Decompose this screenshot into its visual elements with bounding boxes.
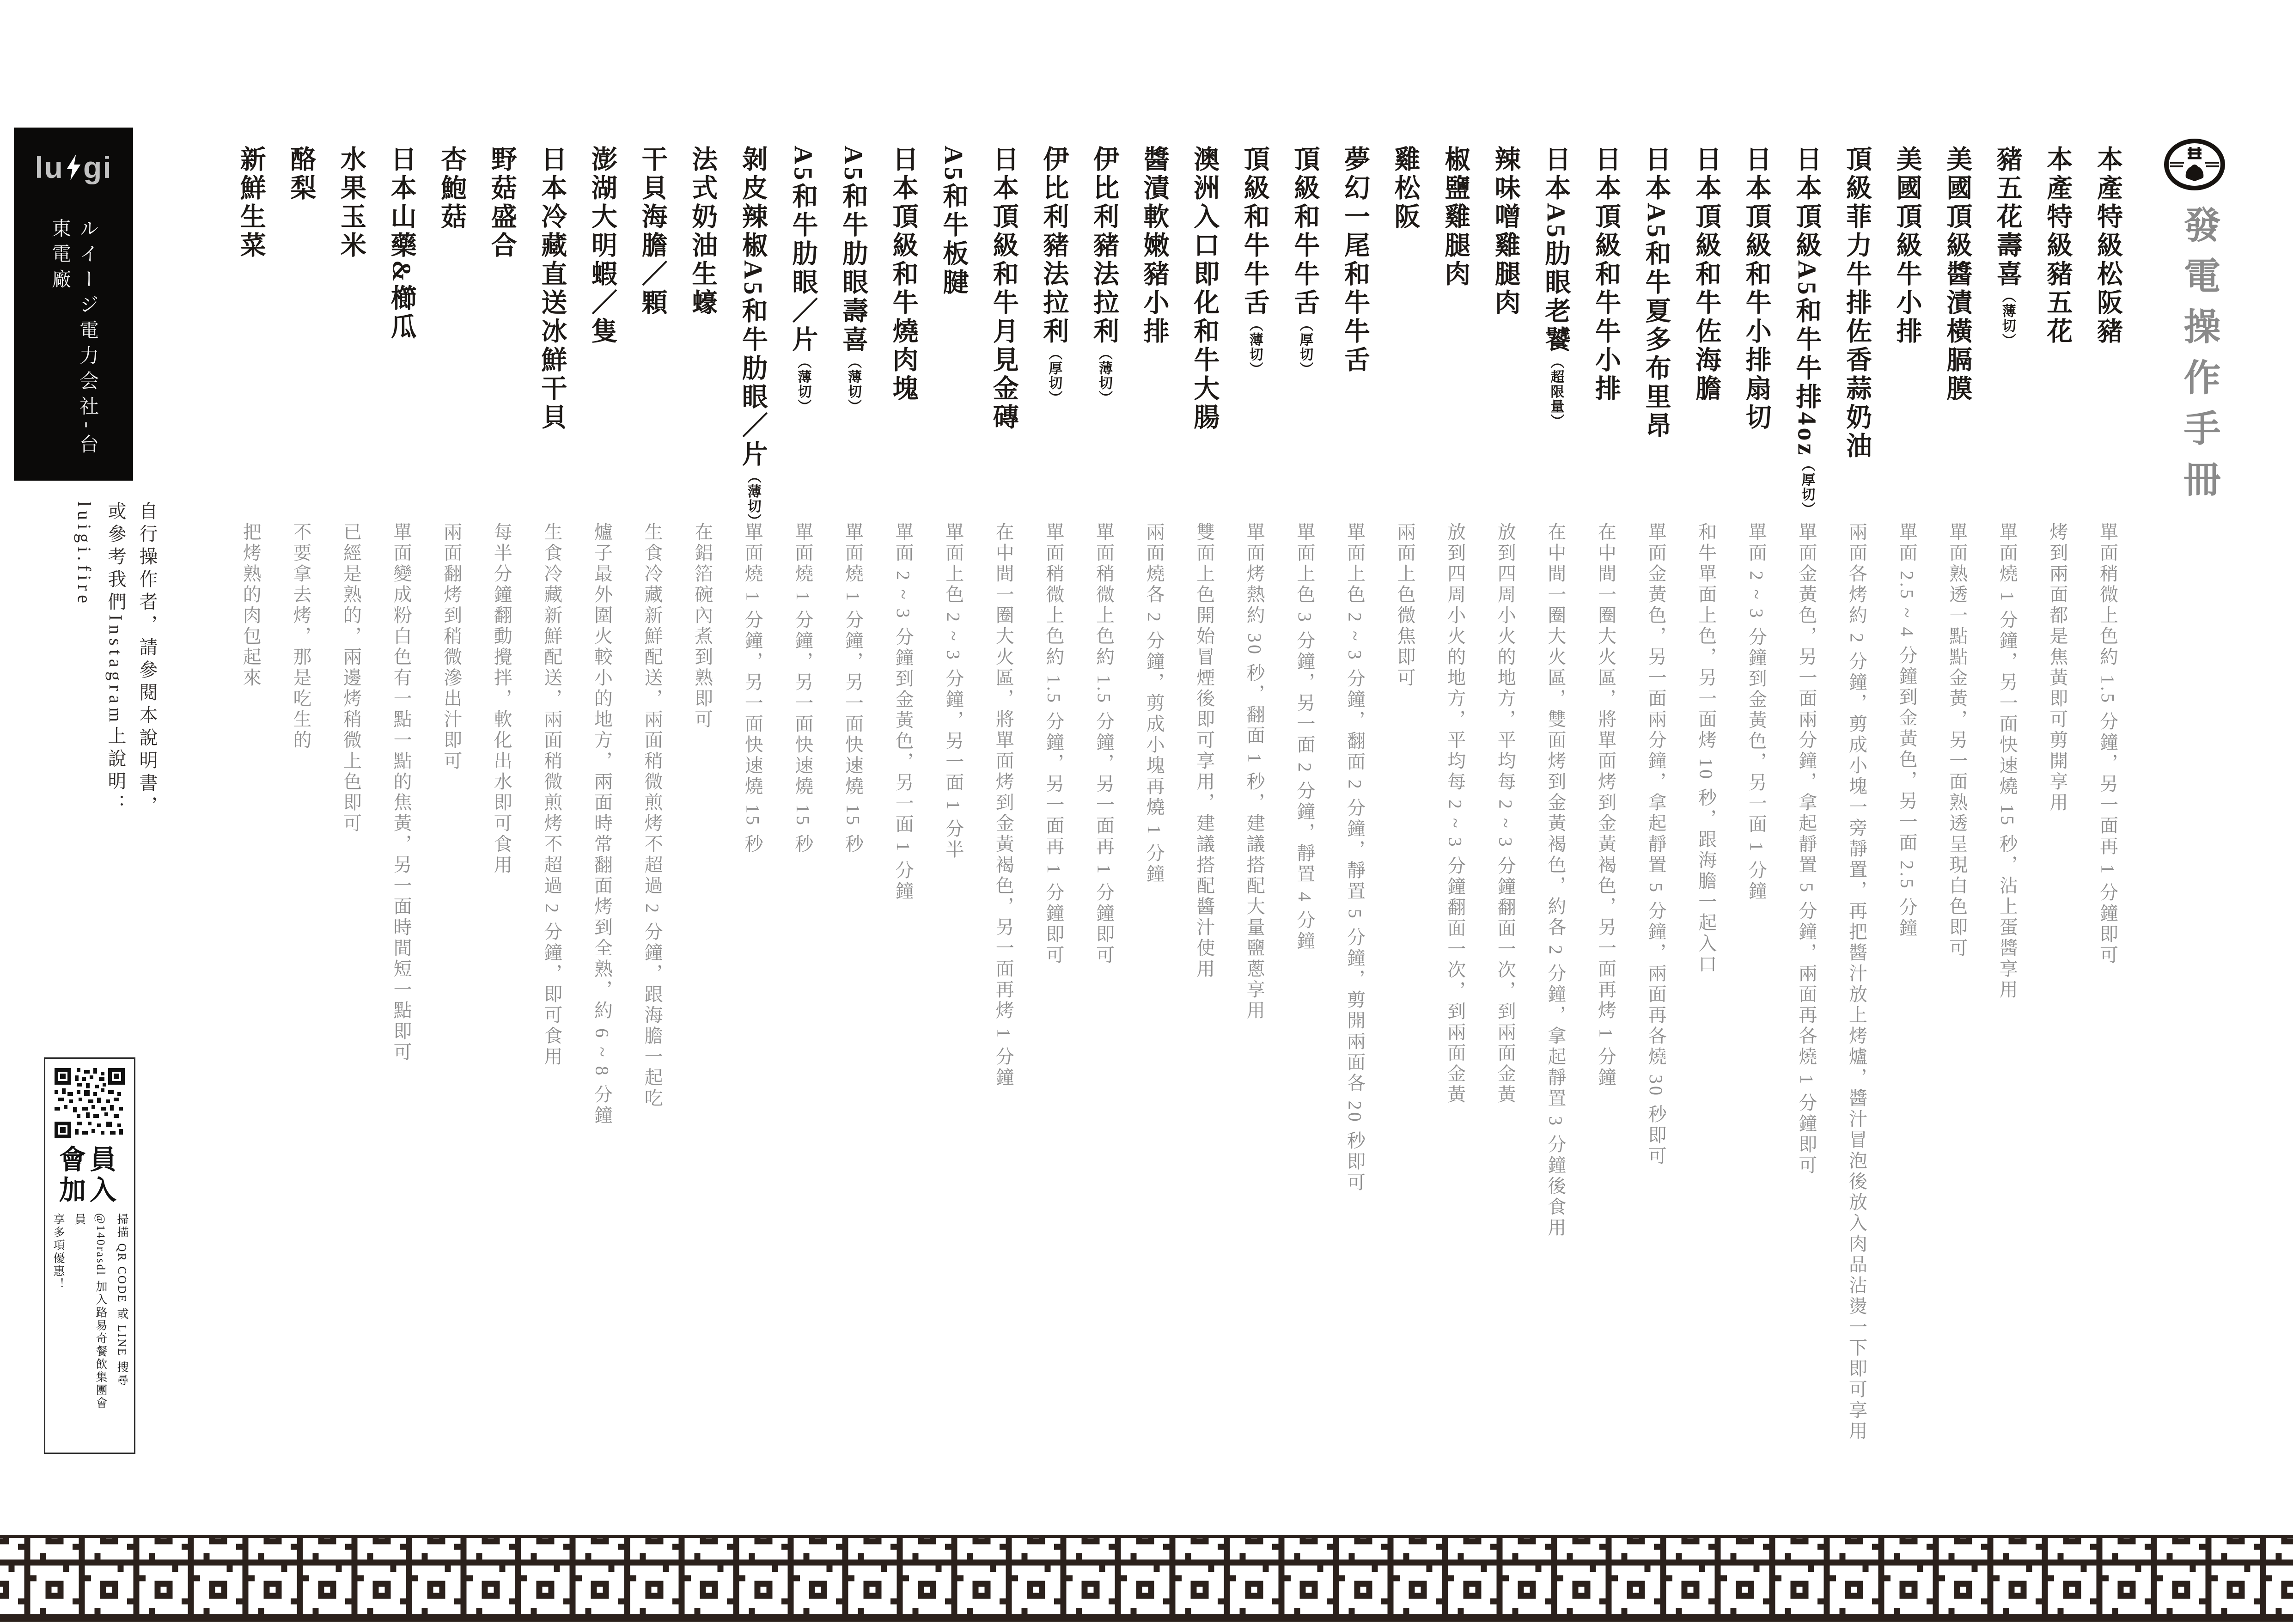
item-name: 日本頂級和牛佐海膽 (1692, 146, 1721, 403)
item-name: A5和牛肋眼／片（薄切） (788, 146, 817, 414)
menu-item-column (275, 146, 327, 1532)
item-name: 澎湖大明蝦／隻 (588, 146, 616, 346)
menu-item-column (878, 146, 929, 1532)
item-name: 酪梨 (287, 146, 316, 203)
item-name: 頂級菲力牛排佐香蒜奶油 (1842, 146, 1871, 461)
item-instruction: 在鋁箔碗內煮到熟即可 (692, 522, 713, 730)
menu-item-column (1781, 146, 1832, 1532)
item-name: A5和牛肋眼壽喜（薄切） (839, 146, 867, 414)
item-name: 新鮮生菜 (236, 146, 265, 260)
menu-item-column (1379, 146, 1431, 1532)
menu-item-column (1480, 146, 1531, 1532)
item-name: 夢幻一尾和牛牛舌 (1341, 146, 1369, 375)
item-instruction: 兩面翻烤到稍微滲出汁即可 (441, 522, 462, 772)
menu-item-column (1429, 146, 1481, 1532)
item-note: （薄切） (745, 469, 761, 529)
menu-item-column (677, 146, 728, 1532)
self-operation-notice (68, 501, 163, 871)
item-name: 日本頂級和牛牛小排 (1592, 146, 1620, 403)
item-note: （薄切） (1247, 317, 1262, 377)
item-instruction: 把烤熟的肉包起來 (240, 522, 262, 689)
item-name: 日本山藥&櫛瓜 (387, 146, 416, 342)
membership-box (44, 1057, 135, 1454)
item-instruction: 單面金黃色，另一面兩分鐘，拿起靜置 5 分鐘，兩面再各燒 1 分鐘即可 (1796, 522, 1817, 1176)
item-name: 剝皮辣椒A5和牛肋眼／片（薄切） (738, 146, 767, 529)
item-instruction: 單面上色 2 ~ 3 分鐘，另一面 1 分半 (943, 522, 964, 861)
item-name: 杏鮑菇 (437, 146, 466, 232)
item-instruction: 放到四周小火的地方，平均每 2 ~ 3 分鐘翻面一次，到兩面金黃 (1445, 522, 1466, 1105)
menu-item-column (1530, 146, 1581, 1532)
item-instruction: 單面上色 2 ~ 3 分鐘，翻面 2 分鐘，靜置 5 分鐘，剪開兩面各 20 秒即可 (1344, 522, 1366, 1193)
menu-item-column (576, 146, 628, 1532)
item-name: 日本A5和牛夏多布里昂 (1641, 146, 1671, 441)
item-instruction: 單面燒 1 分鐘，另一面快速燒 15 秒 (742, 522, 763, 855)
item-name: 日本頂級和牛月見金磚 (989, 146, 1018, 432)
item-instruction: 和牛單面上色，另一面烤 10 秒，跟海膽一起入口 (1695, 522, 1717, 975)
item-instruction: 單面烤熱約 30 秒，翻面 1 秒，建議搭配大量鹽蔥享用 (1244, 522, 1265, 1021)
menu-item-column (225, 146, 277, 1532)
brand-logo (35, 150, 112, 185)
menu-item-column (927, 146, 979, 1532)
item-instruction: 兩面各烤約 2 分鐘，剪成小塊一旁靜置，再把醬汁放上烤爐，醬汁冒泡後放入肉品沾燙一下即可享用 (1846, 522, 1867, 1442)
menu-item-column (2082, 146, 2134, 1532)
menu-item-column (1580, 146, 1632, 1532)
item-instruction: 生食冷藏新鮮配送，兩面稍微煎烤不超過 2 分鐘，跟海膽一起吃 (642, 522, 663, 1109)
item-note: （薄切） (795, 354, 811, 414)
item-name: 伊比利豬法拉利（厚切） (1039, 146, 1068, 405)
membership-heading (45, 1145, 134, 1206)
item-instruction: 單面 2 ~ 3 分鐘到金黃色，另一面 1 分鐘 (1746, 522, 1767, 902)
item-name: 美國頂級醬漬橫膈膜 (1943, 146, 1972, 403)
item-instruction: 單面熟透一點點金黃，另一面熟透呈現白色即可 (1946, 522, 1968, 959)
item-name: 醬漬軟嫩豬小排 (1140, 146, 1169, 346)
item-instruction: 單面稍微上色約 1.5 分鐘，另一面再 1 分鐘即可 (2097, 522, 2118, 966)
item-name: 日本冷藏直送冰鮮干貝 (537, 146, 567, 432)
item-name: 干貝海膽／顆 (638, 146, 667, 317)
item-name: 美國頂級牛小排 (1892, 146, 1921, 346)
menu-item-column (978, 146, 1030, 1532)
item-note: （厚切） (1297, 317, 1313, 377)
menu-item-column (1178, 146, 1230, 1532)
menu-item-column (426, 146, 477, 1532)
item-name: 辣味噌雞腿肉 (1491, 146, 1520, 317)
membership-line: 享多項優惠！ (52, 1213, 64, 1291)
menu-item-column (1831, 146, 1883, 1532)
item-name: 水果玉米 (337, 146, 366, 260)
item-note: （超限量） (1548, 354, 1564, 429)
meander-pattern-band (0, 1535, 2293, 1622)
item-name: 日本頂級和牛小排扇切 (1742, 146, 1771, 432)
qr-code-icon (55, 1068, 125, 1138)
item-instruction: 每半分鐘翻動攪拌，軟化出水即可食用 (491, 522, 512, 876)
lotus-seal-emblem-icon (2163, 138, 2226, 191)
menu-item-column (1680, 146, 1732, 1532)
item-name: 日本A5肋眼老饕（超限量） (1541, 146, 1570, 429)
item-instruction: 單面變成粉白色有一點一點的焦黃，另一面時間短一點即可 (391, 522, 412, 1063)
item-instruction: 兩面燒各 2 分鐘，剪成小塊再燒 1 分鐘 (1144, 522, 1165, 885)
item-name: A5和牛板腱 (939, 146, 968, 298)
item-name: 日本頂級和牛燒肉塊 (889, 146, 918, 403)
item-name: 伊比利豬法拉利（薄切） (1090, 146, 1118, 405)
item-instruction: 烤到兩面都是焦黃即可剪開享用 (2047, 522, 2068, 813)
item-name: 日本頂級A5和牛牛排4oz（厚切） (1792, 146, 1821, 517)
item-instruction: 單面稍微上色約 1.5 分鐘，另一面再 1 分鐘即可 (1043, 522, 1064, 966)
item-instruction: 單面燒 1 分鐘，另一面快速燒 15 秒，沾上蛋醬享用 (1997, 522, 2018, 1001)
item-name: 法式奶油生蠔 (688, 146, 717, 317)
item-instruction: 單面稍微上色約 1.5 分鐘，另一面再 1 分鐘即可 (1093, 522, 1115, 966)
item-instruction: 已經是熟的，兩邊烤稍微上色即可 (341, 522, 362, 834)
item-instruction: 單面上色 3 分鐘，另一面 2 分鐘，靜置 4 分鐘 (1294, 522, 1315, 952)
item-instruction: 單面燒 1 分鐘，另一面快速燒 15 秒 (792, 522, 813, 855)
menu-item-column (1028, 146, 1079, 1532)
item-instruction: 放到四周小火的地方，平均每 2 ~ 3 分鐘翻面一次，到兩面金黃 (1495, 522, 1516, 1105)
menu-item-column (1229, 146, 1281, 1532)
brand-logo-left: lu (35, 150, 64, 184)
menu-item-column (727, 146, 779, 1532)
item-instruction: 爐子最外圍火較小的地方，兩面時常翻面烤到全熟，約 6 ~ 8 分鐘 (592, 522, 613, 1126)
item-name: 豬五花壽喜（薄切） (1993, 146, 2022, 348)
menu-item-column (827, 146, 879, 1532)
menu-item-column (1630, 146, 1682, 1532)
menu-item-column (376, 146, 427, 1532)
item-instruction: 生食冷藏新鮮配送，兩面稍微煎烤不超過 2 分鐘，即可食用 (541, 522, 562, 1068)
item-note: （薄切） (1097, 346, 1112, 405)
menu-item-column (1329, 146, 1381, 1532)
menu-item-column (1982, 146, 2033, 1532)
item-instruction: 雙面上色開始冒煙後即可享用，建議搭配醬汁使用 (1194, 522, 1215, 980)
item-name: 椒鹽雞腿肉 (1441, 146, 1470, 289)
item-instruction: 在中間一圈大火區，將單面烤到金黃褐色，另一面再烤 1 分鐘 (993, 522, 1014, 1088)
item-name: 本產特級松阪豬 (2093, 146, 2122, 346)
membership-instructions (47, 1213, 132, 1416)
menu-item-column (627, 146, 678, 1532)
menu-item-column (777, 146, 829, 1532)
brand-subtitle: ルイージ電力会社-台東電廠 (49, 218, 98, 459)
item-instruction: 單面 2 ~ 3 分鐘到金黃色，另一面 1 分鐘 (893, 522, 914, 902)
membership-heading-line: 會員 (59, 1145, 120, 1175)
membership-heading-line: 加入 (59, 1175, 120, 1205)
item-name: 雞松阪 (1390, 146, 1420, 232)
menu-item-column (1881, 146, 1933, 1532)
item-note: （薄切） (846, 354, 861, 414)
notice-line: 或參考我們Instagram上說明：luigi.fire (74, 501, 126, 817)
menu-item-column (1931, 146, 1983, 1532)
menu-item-column (1128, 146, 1180, 1532)
membership-line: @140rasdl 加入路易奇餐飲集團會員 (73, 1213, 107, 1410)
item-instruction: 在中間一圈大火區，雙面烤到金黃褐色，約各 2 分鐘，拿起靜置 3 分鐘後食用 (1545, 522, 1566, 1239)
item-name: 頂級和牛牛舌（厚切） (1290, 146, 1319, 377)
menu-item-column (2031, 146, 2083, 1532)
item-instruction: 單面燒 1 分鐘，另一面快速燒 15 秒 (842, 522, 864, 855)
menu-item-column (476, 146, 528, 1532)
item-instruction: 單面 2.5 ~ 4 分鐘到金黃色，另一面 2.5 分鐘 (1897, 522, 1918, 939)
item-note: （薄切） (2000, 289, 2015, 348)
brand-logo-right: gi (83, 150, 112, 184)
menu-item-column (325, 146, 377, 1532)
menu-item-column (1078, 146, 1130, 1532)
item-name: 野菇盛合 (487, 146, 516, 260)
item-instruction: 兩面上色微焦即可 (1395, 522, 1416, 689)
page-title: 發電操作手冊 (2178, 206, 2219, 511)
item-name: 澳洲入口即化和牛大腸 (1190, 146, 1219, 432)
membership-line: 掃描 QR CODE 或 LINE 搜尋 (116, 1213, 128, 1387)
menu-item-column (1279, 146, 1330, 1532)
menu-item-column (526, 146, 578, 1532)
item-instruction: 不要拿去烤，那是吃生的 (290, 522, 311, 751)
item-name: 頂級和牛牛舌（薄切） (1240, 146, 1269, 377)
menu-item-column (1731, 146, 1782, 1532)
item-note: （厚切） (1046, 346, 1062, 405)
item-instruction: 單面金黃色，另一面兩分鐘，拿起靜置 5 分鐘，兩面再各燒 30 秒即可 (1646, 522, 1667, 1167)
brand-panel (14, 128, 133, 481)
item-instruction: 在中間一圈大火區，將單面烤到金黃褐色，另一面再烤 1 分鐘 (1595, 522, 1616, 1088)
lightning-bolt-icon (67, 154, 80, 180)
notice-line: 自行操作者，請參閱本說明書， (137, 501, 158, 818)
item-note: （厚切） (1799, 458, 1815, 517)
item-name: 本產特級豬五花 (2043, 146, 2072, 346)
